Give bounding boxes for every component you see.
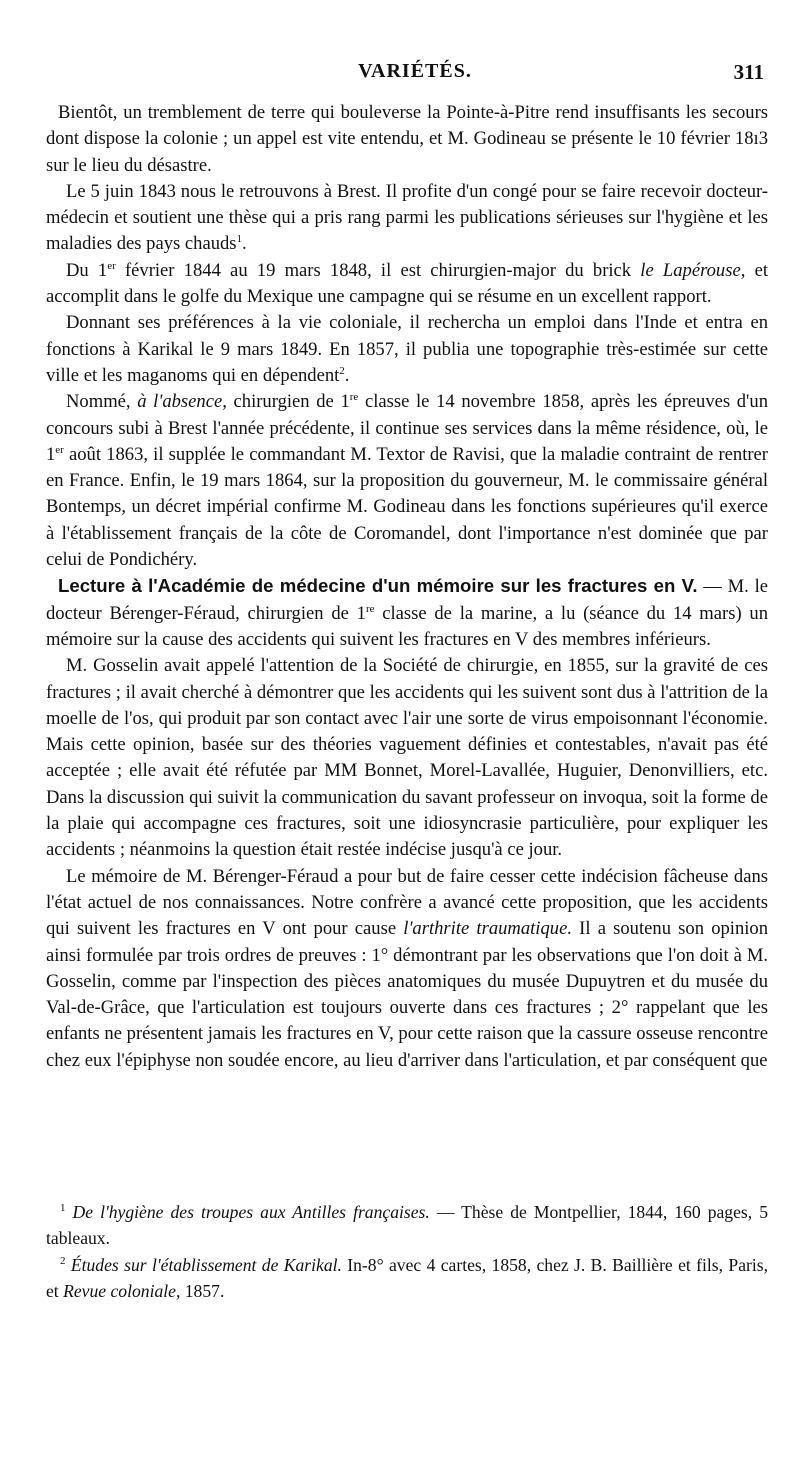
running-head: [58, 60, 772, 90]
ship-name: le Lapérouse,: [640, 259, 746, 281]
footnote-1: $^1$ De l'hygiène des troupes aux Antilles françaises. — Thèse de Montpellier, 1844, 160 pages, 5 tableaux.: [46, 1202, 768, 1248]
paragraph-karikal: Donnant ses préférences à la vie coloniale, il rechercha un emploi dans l'Inde et entra en fonctions à Karikal le 9 mars 1849. En 1857, il publia une topographie très-estimée sur cette ville et les maganoms qui en dépendent$^2$.: [46, 312, 768, 386]
paragraph-brest: Le 5 juin 1843 nous le retrouvons à Brest. Il profite d'un congé pour se faire recevoir docteur-médecin et soutient une thèse qui a pris rang parmi les publications sérieuses sur l'hygiène et les maladies des pays chauds$^1$.: [46, 180, 768, 255]
footnote-ref-1: 1: [236, 233, 243, 246]
article-heading: Lecture à l'Académie de médecine d'un mémoire sur les fractures en V.: [58, 575, 698, 597]
paragraph-gosselin: M. Gosselin avait appelé l'attention de la Société de chirurgie, en 1855, sur la gravité de ces fractures ; il avait cherché à démontrer que les accidents qui les suivent sont dus à l'attrition de la moelle de l'os, qui produit par son contact avec l'air une sorte de virus empoisonnant l'économie. Mais cette opinion, basée sur des théories vaguement définies et contestables, n'avait pas été acceptée ; elle avait été réfutée par MM Bonnet, Morel-Lavallée, Huguier, Denonvilliers, etc. Dans la discussion qui suivit la communication du savant professeur on invoqua, soit la forme de la plaie qui accompagne ces fractures, soit une idiosyncrasie particulière, pour expliquer les accidents ; néanmoins la question était restée indécise jusqu'à ce jour.: [46, 655, 768, 861]
paragraph-earthquake: Bientôt, un tremblement de terre qui bouleverse la Pointe-à-Pitre rend insuffisants les secours dont dispose la colonie ; un appel est vite entendu, et M. Godineau se présente le 10 février 18ı3 sur le lieu du désastre.: [46, 102, 768, 176]
section-title: VARIÉTÉS.: [358, 60, 472, 82]
paragraph-laperouse: Du 1er février 1844 au 19 mars 1848, il est chirurgien-major du brick le Lapérouse, et accomplit dans le golfe du Mexique une campagne qui se résume en un excellent rapport.: [46, 259, 768, 308]
footnote-2: $^2$ Études sur l'établissement de Karikal. In-8° avec 4 cartes, 1858, chez J. B. Baillière et fils, Paris, et Revue coloniale, 1857.: [46, 1255, 769, 1301]
paragraph-nomination: Nommé, à l'absence, chirurgien de 1re classe le 14 novembre 1858, après les épreuves d'un concours subi à Brest l'année précédente, il continue ses services dans la même résidence, où, le 1er août 1863, il supplée le commandant M. Textor de Ravisi, que la maladie contraint de rentrer en France. Enfin, le 19 mars 1864, sur la proposition du gouverneur, M. le commissaire général Bontemps, un décret impérial confirme M. Godineau dans les fonctions supérieures qu'il exerce à l'établissement français de la côte de Coromandel, dont l'importance n'est dominée que par celui de Pondichéry.: [46, 391, 768, 571]
paragraph-memoire: Le mémoire de M. Bérenger-Féraud a pour but de faire cesser cette indécision fâcheuse dans l'état actuel de nos connaissances. Notre confrère a avancé cette proposition, que les accidents qui suivent les fractures en V ont pour cause l'arthrite traumatique. Il a soutenu son opinion ainsi formulée par trois ordres de preuves : 1° démontrant par les observations que l'on doit à M. Gosselin, comme par l'inspection des pièces anatomiques du musée Dupuytren et du musée du Val-de-Grâce, que l'articulation est toujours ouverte dans ces fractures ; 2° rappelant que les enfants ne présentent jamais les fractures en V, pour cette raison que la cassure osseuse rencontre chez eux l'épiphyse non soudée encore, au lieu d'arriver dans l'articulation, et par conséquent que: [46, 865, 769, 1071]
main-text: [46, 100, 768, 1074]
footnotes: [46, 1200, 768, 1306]
paragraph-lecture: Lecture à l'Académie de médecine d'un mémoire sur les fractures en V. — M. le docteur Bérenger-Féraud, chirurgien de 1re classe de la marine, a lu (séance du 14 mars) un mémoire sur la cause des accidents qui suivent les fractures en V des membres inférieurs.: [46, 575, 769, 650]
page-number: 311: [733, 60, 764, 84]
footnote-ref-2: 2: [339, 364, 345, 377]
